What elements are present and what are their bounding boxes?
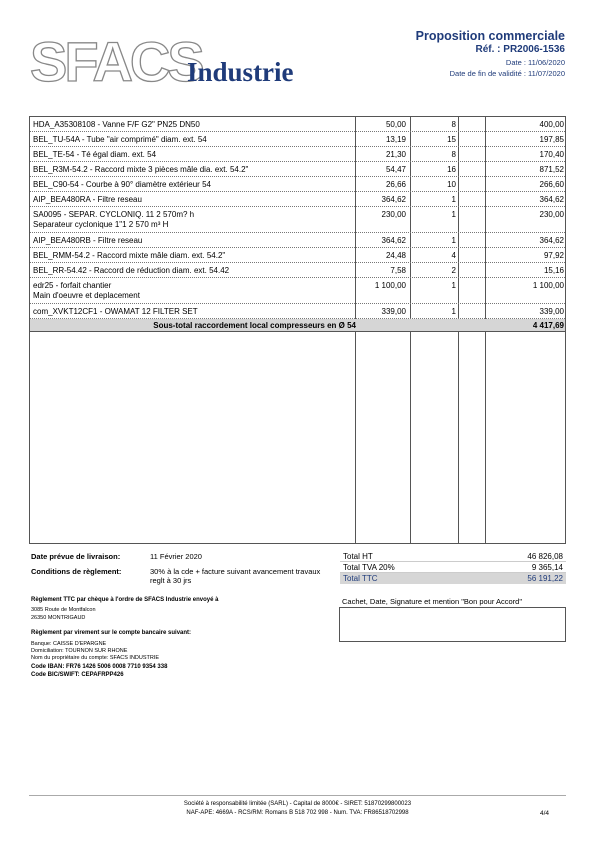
table-row	[30, 278, 565, 304]
document-date: Date : 11/06/2020	[505, 58, 565, 67]
item-total: 871,52	[539, 165, 564, 174]
item-unit-price: 54,47	[385, 165, 406, 174]
total-tva-row	[340, 562, 566, 573]
logo-wordmark: SFACS	[30, 30, 202, 93]
item-quantity: 1	[451, 210, 456, 219]
item-description: edr25 - forfait chantier	[33, 281, 112, 290]
subtotal-label: Sous-total raccordement local compresseurs en Ø 54	[153, 321, 356, 330]
table-row	[30, 147, 565, 162]
item-unit-price: 364,62	[381, 236, 406, 245]
item-quantity: 8	[451, 120, 456, 129]
item-description: BEL_C90-54 - Courbe à 90° diamètre extérieur 54	[33, 180, 211, 189]
item-description: BEL_R3M-54.2 - Raccord mixte 3 pièces mâle dia. ext. 54.2"	[33, 165, 249, 174]
item-total: 170,40	[539, 150, 564, 159]
item-unit-price: 13,19	[385, 135, 406, 144]
item-unit-price: 50,00	[385, 120, 406, 129]
conditions-label: Conditions de règlement:	[31, 567, 122, 576]
item-quantity: 1	[451, 281, 456, 290]
total-ttc-label: Total TTC	[343, 574, 378, 583]
totals-block	[340, 551, 566, 584]
item-description: HDA_A35308108 - Vanne F/F G2" PN25 DN50	[33, 120, 200, 129]
item-description: BEL_TU-54A - Tube "air comprimé" diam. ext. 54	[33, 135, 207, 144]
table-row	[30, 117, 565, 132]
conditions-line2: reglt à 30 jrs	[150, 576, 192, 585]
item-quantity: 1	[451, 307, 456, 316]
bank-name: Banque: CAISSE D'EPARGNE	[31, 641, 107, 647]
account-owner: Nom du propriétaire du compte: SFACS INDUSTRIE	[31, 655, 160, 661]
table-row	[30, 177, 565, 192]
item-quantity: 1	[451, 195, 456, 204]
item-description-detail: Main d'oeuvre et deplacement	[33, 291, 140, 300]
bic-swift: Code BIC/SWIFT: CEPAFRPP426	[31, 672, 124, 678]
item-unit-price: 339,00	[381, 307, 406, 316]
validity-date: Date de fin de validité : 11/07/2020	[449, 69, 565, 78]
total-tva-label: Total TVA 20%	[343, 563, 395, 572]
item-total: 364,62	[539, 236, 564, 245]
item-total: 400,00	[539, 120, 564, 129]
subtotal-row	[30, 319, 565, 332]
subtotal-value: 4 417,69	[532, 321, 564, 330]
table-row	[30, 162, 565, 177]
item-description: SA0095 - SEPAR. CYCLONIQ. 11 2 570m? h	[33, 210, 195, 219]
table-row	[30, 132, 565, 147]
item-unit-price: 1 100,00	[374, 281, 406, 290]
footer-line2: NAF-APE: 4669A - RCS/RM: Romans B 518 702 998 - Num. TVA: FR86518702998	[186, 810, 409, 816]
item-quantity: 4	[451, 251, 456, 260]
item-quantity: 15	[447, 135, 456, 144]
item-unit-price: 7,58	[390, 266, 406, 275]
item-quantity: 16	[447, 165, 456, 174]
table-row	[30, 233, 565, 248]
item-quantity: 1	[451, 236, 456, 245]
item-total: 364,62	[539, 195, 564, 204]
conditions-line1: 30% à la cde + facture suivant avancement travaux	[150, 567, 321, 576]
table-row	[30, 248, 565, 263]
cheque-title: Règlement TTC par chèque à l'ordre de SFACS Industrie envoyé à	[31, 597, 219, 603]
item-description-detail: Separateur cyclonique 1"1 2 570 m³ H	[33, 220, 169, 229]
iban: Code IBAN: FR76 1426 5006 0008 7710 9354 338	[31, 664, 168, 670]
document-header	[416, 29, 565, 79]
item-unit-price: 26,66	[385, 180, 406, 189]
items-table	[29, 116, 566, 544]
table-row	[30, 263, 565, 278]
item-total: 230,00	[539, 210, 564, 219]
table-row	[30, 207, 565, 233]
item-description: BEL_RR-54.42 - Raccord de réduction diam. ext. 54.42	[33, 266, 230, 275]
item-unit-price: 24,48	[385, 251, 406, 260]
item-total: 266,60	[539, 180, 564, 189]
total-ht-label: Total HT	[343, 552, 373, 561]
item-total: 97,92	[543, 251, 564, 260]
transfer-title: Règlement par virement sur le compte bancaire suivant:	[31, 630, 192, 636]
footer-divider	[29, 795, 566, 796]
total-ht-row	[340, 551, 566, 562]
item-description: BEL_RMM-54.2 - Raccord mixte mâle diam. ext. 54.2"	[33, 251, 226, 260]
item-quantity: 8	[451, 150, 456, 159]
bank-domiciliation: Domiciliation: TOURNON SUR RHONE	[31, 648, 128, 654]
item-unit-price: 364,62	[381, 195, 406, 204]
document-title: Proposition commerciale	[415, 29, 565, 43]
address-line2: 26350 MONTRIGAUD	[31, 615, 86, 621]
table-row	[30, 192, 565, 207]
item-unit-price: 230,00	[381, 210, 406, 219]
company-logo	[30, 32, 320, 92]
table-row	[30, 304, 565, 319]
item-total: 15,16	[543, 266, 564, 275]
total-ht-value: 46 826,08	[527, 552, 563, 561]
signature-label: Cachet, Date, Signature et mention "Bon pour Accord"	[342, 597, 523, 606]
item-quantity: 10	[447, 180, 456, 189]
footer-line1: Société à responsabilité limitée (SARL) - Capital de 8000€ - SIRET: 51870299800023	[183, 801, 412, 807]
item-description: BEL_TE-54 - Té égal diam. ext. 54	[33, 150, 157, 159]
item-total: 1 100,00	[532, 281, 564, 290]
document-reference: Réf. : PR2006-1536	[475, 44, 565, 55]
item-description: AIP_BEA480RA - Filtre reseau	[33, 195, 142, 204]
item-unit-price: 21,30	[385, 150, 406, 159]
total-ttc-value: 56 191,22	[527, 574, 563, 583]
delivery-label: Date prévue de livraison:	[31, 552, 121, 561]
item-description: AIP_BEA480RB - Filtre reseau	[33, 236, 143, 245]
item-quantity: 2	[451, 266, 456, 275]
total-ttc-row	[340, 573, 566, 584]
item-description: com_XVKT12CF1 - OWAMAT 12 FILTER SET	[33, 307, 198, 316]
page-number: 4/4	[539, 810, 549, 817]
item-total: 339,00	[539, 307, 564, 316]
logo-subtitle: Industrie	[187, 57, 294, 87]
total-tva-value: 9 365,14	[531, 563, 563, 572]
delivery-value: 11 Février 2020	[150, 552, 202, 561]
address-line1: 3085 Route de Montfalcon	[31, 607, 96, 613]
signature-box[interactable]	[339, 607, 566, 642]
item-total: 197,85	[539, 135, 564, 144]
